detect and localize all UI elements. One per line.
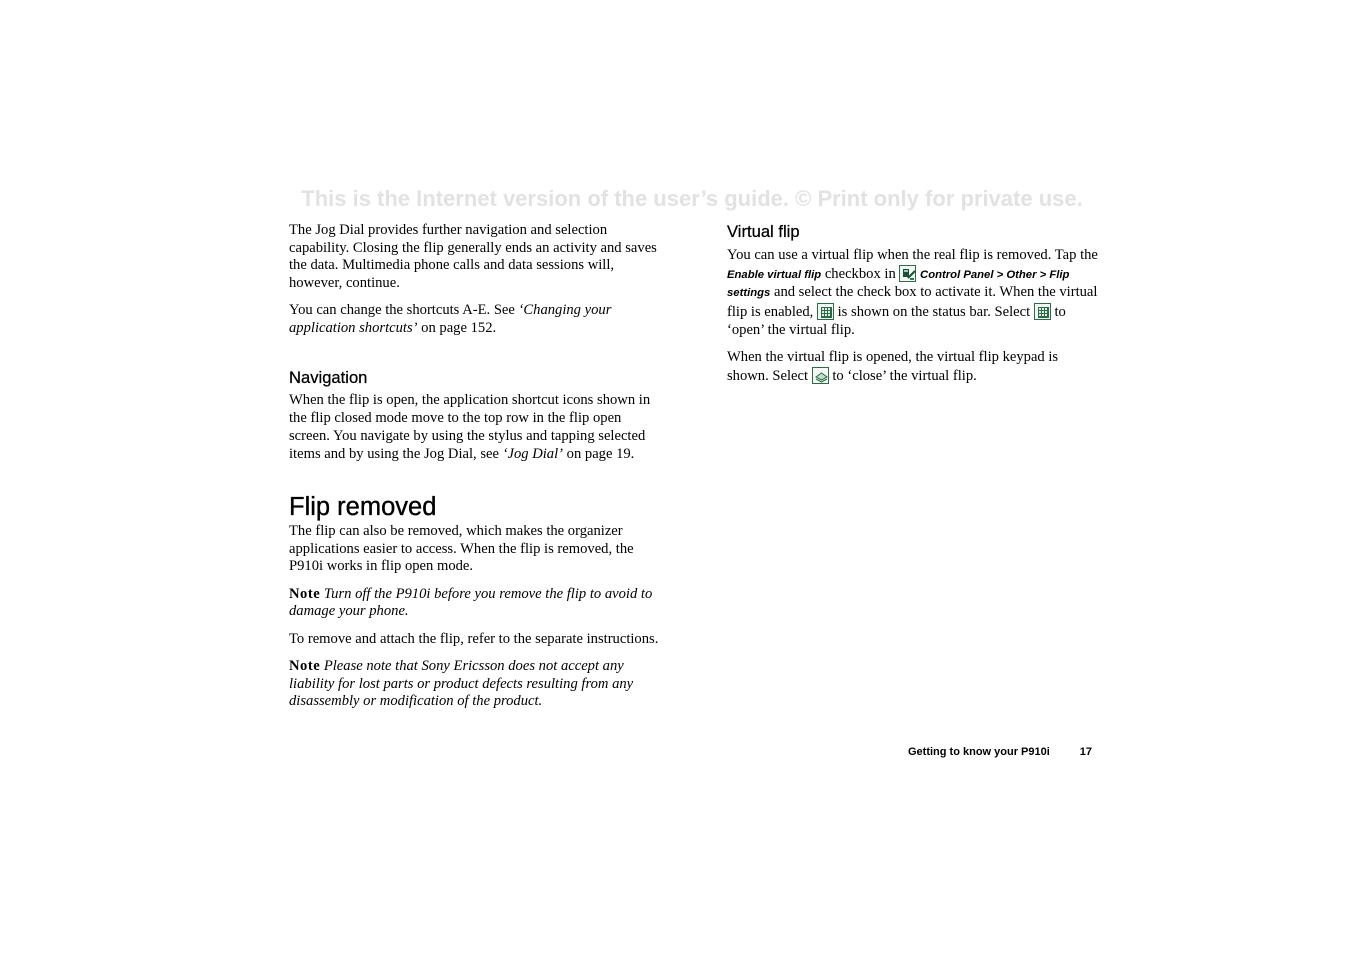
shortcuts-paragraph	[289, 302, 661, 337]
left-column	[289, 222, 661, 721]
navigation-heading: Navigation	[289, 368, 368, 388]
virtual-flip-paragraph	[727, 247, 1103, 340]
note-2-text: Please note that Sony Ericsson does not accept any liability for lost parts or product defects resulting from any disassembly or modification of the product.	[289, 657, 634, 710]
jog-dial-paragraph: The Jog Dial provides further navigation and selection capability. Closing the flip generally ends an activity and saves the data. Multimedia phone calls and data sessions will, however, continue.	[289, 222, 657, 292]
enable-virtual-flip-label: Enable virtual flip	[727, 268, 822, 281]
shortcuts-text: You can change the shortcuts A-E. See	[289, 302, 519, 319]
vf-text-a: You can use a virtual flip when the real flip is removed. Tap the	[727, 247, 1098, 263]
note-2	[289, 658, 661, 711]
vf-close-text-b: to ‘close’ the virtual flip.	[828, 367, 977, 384]
note-2-label: Note	[289, 657, 321, 674]
vf-text-e: to ‘open’ the virtual flip.	[727, 304, 1066, 338]
flip-removed-paragraph: The flip can also be removed, which makes the organizer applications easier to access. When the flip is removed, the P910i works in flip open mode.	[289, 522, 634, 575]
footer-section-title: Getting to know your P910i	[908, 746, 1050, 758]
jog-dial-reference: ‘Jog Dial’	[502, 445, 563, 462]
virtual-flip-open-icon	[817, 303, 834, 320]
shortcuts-page: on page 152.	[417, 320, 497, 337]
navigation-page: on page 19.	[563, 445, 635, 462]
note-1-text: Turn off the P910i before you remove the flip to avoid to damage your phone.	[289, 585, 653, 620]
vf-text-d: is shown on the status bar. Select	[833, 304, 1034, 321]
remove-attach-paragraph: To remove and attach the flip, refer to the separate instructions.	[289, 630, 659, 647]
page-number: 17	[1079, 746, 1093, 758]
vf-text-b: checkbox in	[821, 265, 900, 282]
virtual-flip-close-icon	[812, 367, 829, 384]
watermark: This is the Internet version of the user’s guide. © Print only for private use.	[301, 186, 1083, 211]
vf-close-text-a: When the virtual flip is opened, the virtual flip keypad is shown. Select	[727, 349, 1059, 384]
page-footer	[908, 746, 1092, 758]
note-1-label: Note	[289, 585, 321, 602]
navigation-paragraph	[289, 392, 661, 463]
virtual-flip-open-icon	[1034, 303, 1051, 320]
control-panel-icon	[899, 265, 916, 282]
right-column	[727, 222, 1103, 395]
shortcuts-reference: ‘Changing your application shortcuts’	[289, 302, 612, 337]
navigation-text: When the flip is open, the application shortcut icons shown in the flip closed mode move to the top row in the flip open screen. You navigate by using the stylus and tapping selected items and by using the Jog Dial, see	[289, 392, 651, 462]
note-1	[289, 586, 661, 621]
virtual-flip-close-paragraph	[727, 349, 1103, 385]
flip-removed-heading: Flip removed	[289, 492, 437, 521]
vf-text-c: and select the check box to activate it. When the virtual flip is enabled,	[727, 284, 1098, 321]
virtual-flip-heading: Virtual flip	[727, 222, 800, 241]
flip-settings-path: Control Panel > Other > Flip settings	[727, 268, 1070, 300]
